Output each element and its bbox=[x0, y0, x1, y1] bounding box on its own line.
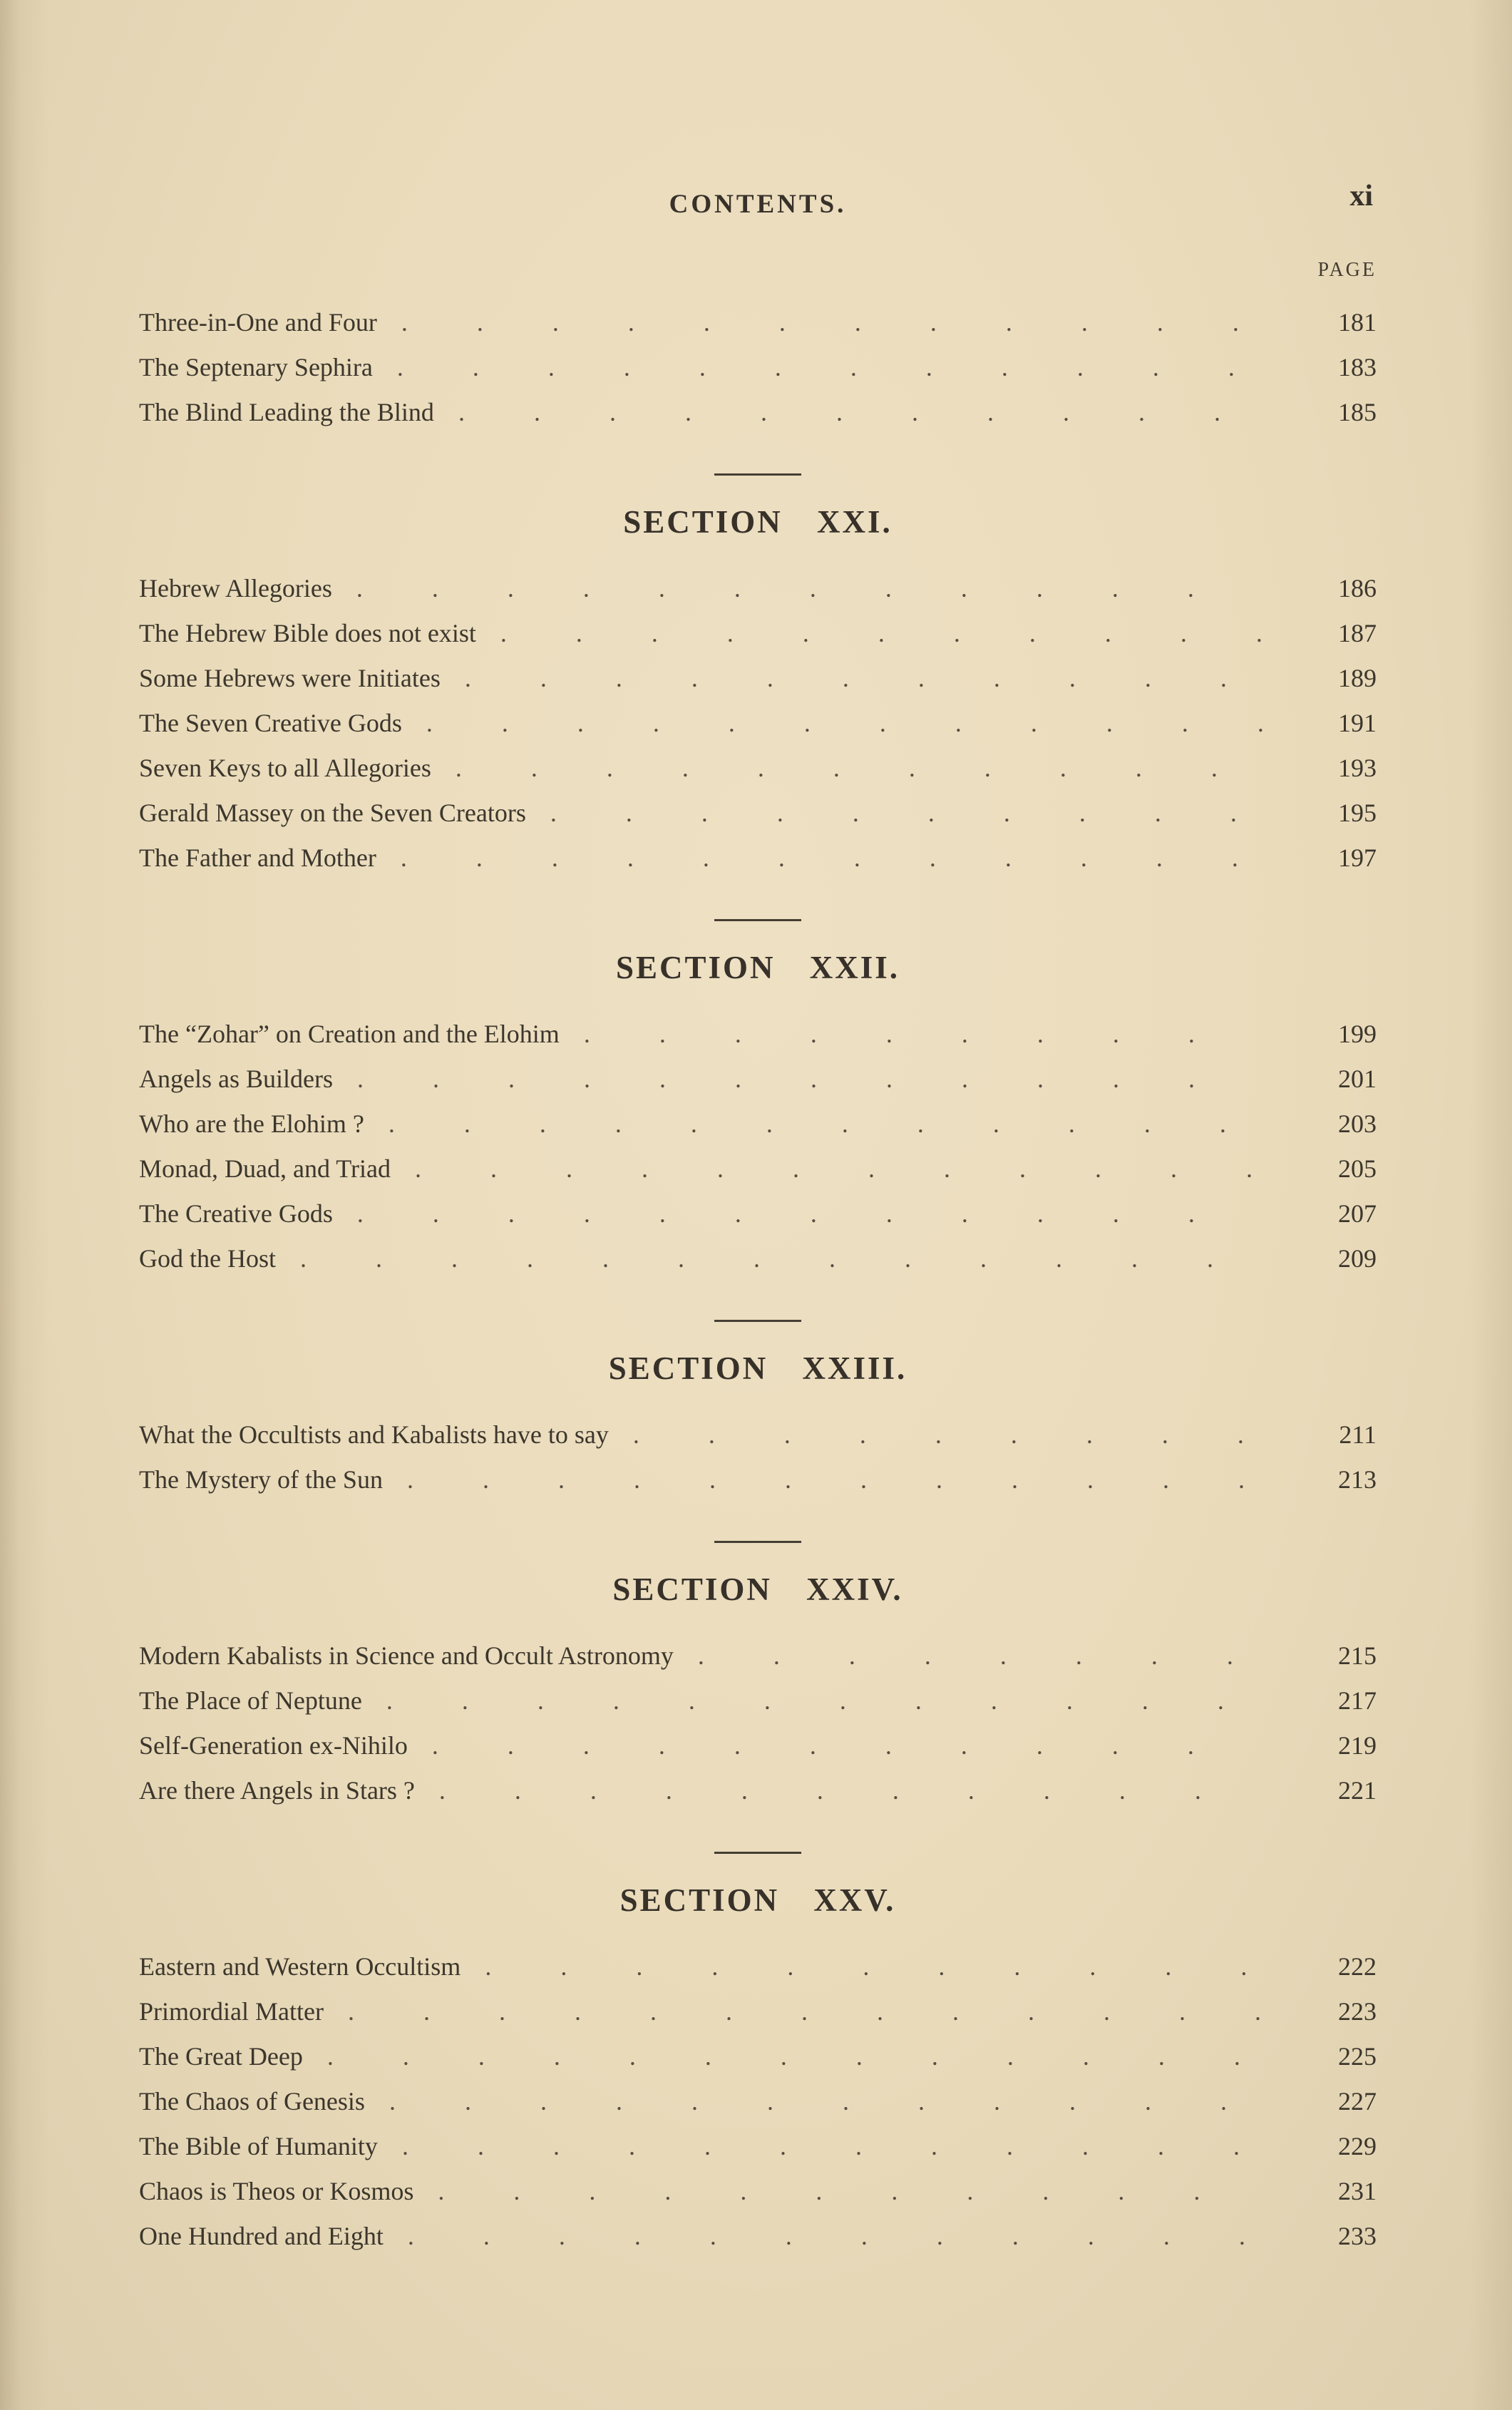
section-entries bbox=[139, 1012, 1377, 1281]
dot-leader bbox=[438, 2169, 1264, 2214]
section-entries bbox=[139, 300, 1377, 435]
entry-title: Seven Keys to all Allegories bbox=[139, 754, 431, 782]
entry-title: Some Hebrews were Initiates bbox=[139, 664, 441, 692]
entry-title: The Seven Creative Gods bbox=[139, 709, 402, 737]
entry-title: God the Host bbox=[139, 1244, 276, 1273]
section-entries bbox=[139, 1412, 1377, 1502]
page-header bbox=[139, 180, 1377, 232]
entry-page-number: 229 bbox=[1338, 2132, 1377, 2160]
entry-page-number: 219 bbox=[1338, 1731, 1377, 1760]
section-divider bbox=[139, 466, 1377, 479]
entry-title: The Great Deep bbox=[139, 2042, 303, 2071]
section-divider bbox=[139, 1845, 1377, 1857]
toc-entry bbox=[139, 1457, 1377, 1502]
entry-title: The Septenary Sephira bbox=[139, 353, 373, 381]
entry-title: Monad, Duad, and Triad bbox=[139, 1154, 391, 1183]
entry-title: Hebrew Allegories bbox=[139, 574, 332, 602]
toc-entry bbox=[139, 1412, 1377, 1457]
toc-entry bbox=[139, 390, 1377, 435]
dot-leader bbox=[389, 2079, 1264, 2124]
section-divider bbox=[139, 1313, 1377, 1326]
section-entries bbox=[139, 1634, 1377, 1813]
toc-entry bbox=[139, 566, 1377, 611]
entry-title: The “Zohar” on Creation and the Elohim bbox=[139, 1020, 560, 1048]
entry-page-number: 207 bbox=[1338, 1199, 1377, 1228]
dot-leader bbox=[485, 1944, 1264, 1989]
dot-leader bbox=[465, 656, 1264, 701]
entry-page-number: 203 bbox=[1338, 1109, 1377, 1138]
entry-page-number: 231 bbox=[1338, 2177, 1377, 2205]
entry-title: The Bible of Humanity bbox=[139, 2132, 378, 2160]
dot-leader bbox=[415, 1147, 1264, 1191]
toc-entry bbox=[139, 2124, 1377, 2169]
entry-title: Gerald Massey on the Seven Creators bbox=[139, 799, 526, 827]
entry-title: Three-in-One and Four bbox=[139, 308, 377, 337]
entry-page-number: 197 bbox=[1338, 844, 1377, 872]
section-divider bbox=[139, 1534, 1377, 1547]
entry-page-number: 191 bbox=[1338, 709, 1377, 737]
dot-leader bbox=[348, 1989, 1264, 2034]
toc-entry bbox=[139, 1634, 1377, 1678]
divider-rule bbox=[714, 1852, 801, 1854]
entry-page-number: 215 bbox=[1338, 1641, 1377, 1670]
dot-leader bbox=[401, 836, 1264, 881]
toc-entry bbox=[139, 2214, 1377, 2259]
entry-title: Eastern and Western Occultism bbox=[139, 1952, 461, 1981]
entry-page-number: 223 bbox=[1338, 1997, 1377, 2026]
page-column-label: PAGE bbox=[1317, 259, 1377, 281]
dot-leader bbox=[633, 1412, 1264, 1457]
dot-leader bbox=[407, 1457, 1264, 1502]
dot-leader bbox=[456, 746, 1264, 791]
entry-page-number: 211 bbox=[1339, 1420, 1377, 1449]
entry-title: The Hebrew Bible does not exist bbox=[139, 619, 476, 647]
toc-entry bbox=[139, 1057, 1377, 1102]
dot-leader bbox=[500, 611, 1264, 656]
toc-entry bbox=[139, 656, 1377, 701]
toc-entry bbox=[139, 1944, 1377, 1989]
divider-rule bbox=[714, 473, 801, 476]
section-heading: SECTION XXI. bbox=[623, 504, 893, 540]
entry-title: Angels as Builders bbox=[139, 1065, 333, 1093]
section-heading: SECTION XXII. bbox=[615, 950, 900, 985]
dot-leader bbox=[357, 1191, 1264, 1236]
entry-title: Are there Angels in Stars ? bbox=[139, 1776, 415, 1805]
entry-title: Who are the Elohim ? bbox=[139, 1109, 364, 1138]
toc-entry bbox=[139, 1723, 1377, 1768]
entry-page-number: 222 bbox=[1338, 1952, 1377, 1981]
dot-leader bbox=[386, 1678, 1264, 1723]
section-divider bbox=[139, 912, 1377, 925]
dot-leader bbox=[397, 345, 1264, 390]
toc-entry bbox=[139, 2034, 1377, 2079]
entry-page-number: 181 bbox=[1338, 308, 1377, 337]
dot-leader bbox=[426, 701, 1264, 746]
toc-entry bbox=[139, 1191, 1377, 1236]
entry-title: The Blind Leading the Blind bbox=[139, 398, 434, 426]
dot-leader bbox=[389, 1102, 1264, 1147]
toc-entry bbox=[139, 611, 1377, 656]
entry-page-number: 209 bbox=[1338, 1244, 1377, 1273]
entry-title: One Hundred and Eight bbox=[139, 2222, 384, 2250]
table-of-contents bbox=[139, 300, 1377, 2259]
toc-entry bbox=[139, 1236, 1377, 1281]
divider-rule bbox=[714, 1320, 801, 1322]
dot-leader bbox=[357, 1057, 1264, 1102]
toc-entry bbox=[139, 1768, 1377, 1813]
entry-page-number: 195 bbox=[1338, 799, 1377, 827]
entry-title: Self-Generation ex-Nihilo bbox=[139, 1731, 408, 1760]
entry-page-number: 186 bbox=[1338, 574, 1377, 602]
entry-page-number: 185 bbox=[1338, 398, 1377, 426]
entry-title: Modern Kabalists in Science and Occult Astronomy bbox=[139, 1641, 674, 1670]
entry-page-number: 227 bbox=[1338, 2087, 1377, 2116]
dot-leader bbox=[300, 1236, 1264, 1281]
section-heading: SECTION XXV. bbox=[619, 1882, 896, 1918]
contents-title: CONTENTS. bbox=[669, 190, 847, 219]
page-number-roman: xi bbox=[1349, 180, 1373, 212]
toc-entry bbox=[139, 300, 1377, 345]
section-entries bbox=[139, 1944, 1377, 2259]
divider-rule bbox=[714, 919, 801, 921]
toc-entry bbox=[139, 345, 1377, 390]
toc-entry bbox=[139, 2169, 1377, 2214]
entry-page-number: 233 bbox=[1338, 2222, 1377, 2250]
entry-title: The Creative Gods bbox=[139, 1199, 333, 1228]
entry-page-number: 225 bbox=[1338, 2042, 1377, 2071]
entry-page-number: 213 bbox=[1338, 1465, 1377, 1494]
toc-entry bbox=[139, 746, 1377, 791]
section-heading: SECTION XXIII. bbox=[608, 1350, 907, 1386]
dot-leader bbox=[698, 1634, 1264, 1678]
dot-leader bbox=[401, 300, 1264, 345]
entry-title: The Place of Neptune bbox=[139, 1686, 362, 1715]
toc-entry bbox=[139, 1989, 1377, 2034]
entry-page-number: 199 bbox=[1338, 1020, 1377, 1048]
entry-page-number: 183 bbox=[1338, 353, 1377, 381]
entry-page-number: 189 bbox=[1338, 664, 1377, 692]
dot-leader bbox=[402, 2124, 1264, 2169]
dot-leader bbox=[432, 1723, 1264, 1768]
dot-leader bbox=[327, 2034, 1264, 2079]
entry-page-number: 217 bbox=[1338, 1686, 1377, 1715]
dot-leader bbox=[458, 390, 1264, 435]
entry-page-number: 221 bbox=[1338, 1776, 1377, 1805]
entry-title: Chaos is Theos or Kosmos bbox=[139, 2177, 414, 2205]
toc-entry bbox=[139, 791, 1377, 836]
toc-entry bbox=[139, 1678, 1377, 1723]
entry-title: Primordial Matter bbox=[139, 1997, 324, 2026]
entry-page-number: 201 bbox=[1338, 1065, 1377, 1093]
toc-entry bbox=[139, 2079, 1377, 2124]
entry-title: The Father and Mother bbox=[139, 844, 376, 872]
entry-page-number: 193 bbox=[1338, 754, 1377, 782]
entry-title: The Chaos of Genesis bbox=[139, 2087, 365, 2116]
entry-title: The Mystery of the Sun bbox=[139, 1465, 383, 1494]
dot-leader bbox=[584, 1012, 1264, 1057]
toc-entry bbox=[139, 701, 1377, 746]
section-entries bbox=[139, 566, 1377, 881]
entry-page-number: 205 bbox=[1338, 1154, 1377, 1183]
toc-entry bbox=[139, 1012, 1377, 1057]
dot-leader bbox=[356, 566, 1264, 611]
section-heading: SECTION XXIV. bbox=[612, 1571, 903, 1607]
divider-rule bbox=[714, 1541, 801, 1543]
entry-title: What the Occultists and Kabalists have to say bbox=[139, 1420, 609, 1449]
toc-entry bbox=[139, 1147, 1377, 1191]
entry-page-number: 187 bbox=[1338, 619, 1377, 647]
dot-leader bbox=[550, 791, 1264, 836]
toc-entry bbox=[139, 836, 1377, 881]
toc-entry bbox=[139, 1102, 1377, 1147]
dot-leader bbox=[439, 1768, 1264, 1813]
dot-leader bbox=[408, 2214, 1264, 2259]
